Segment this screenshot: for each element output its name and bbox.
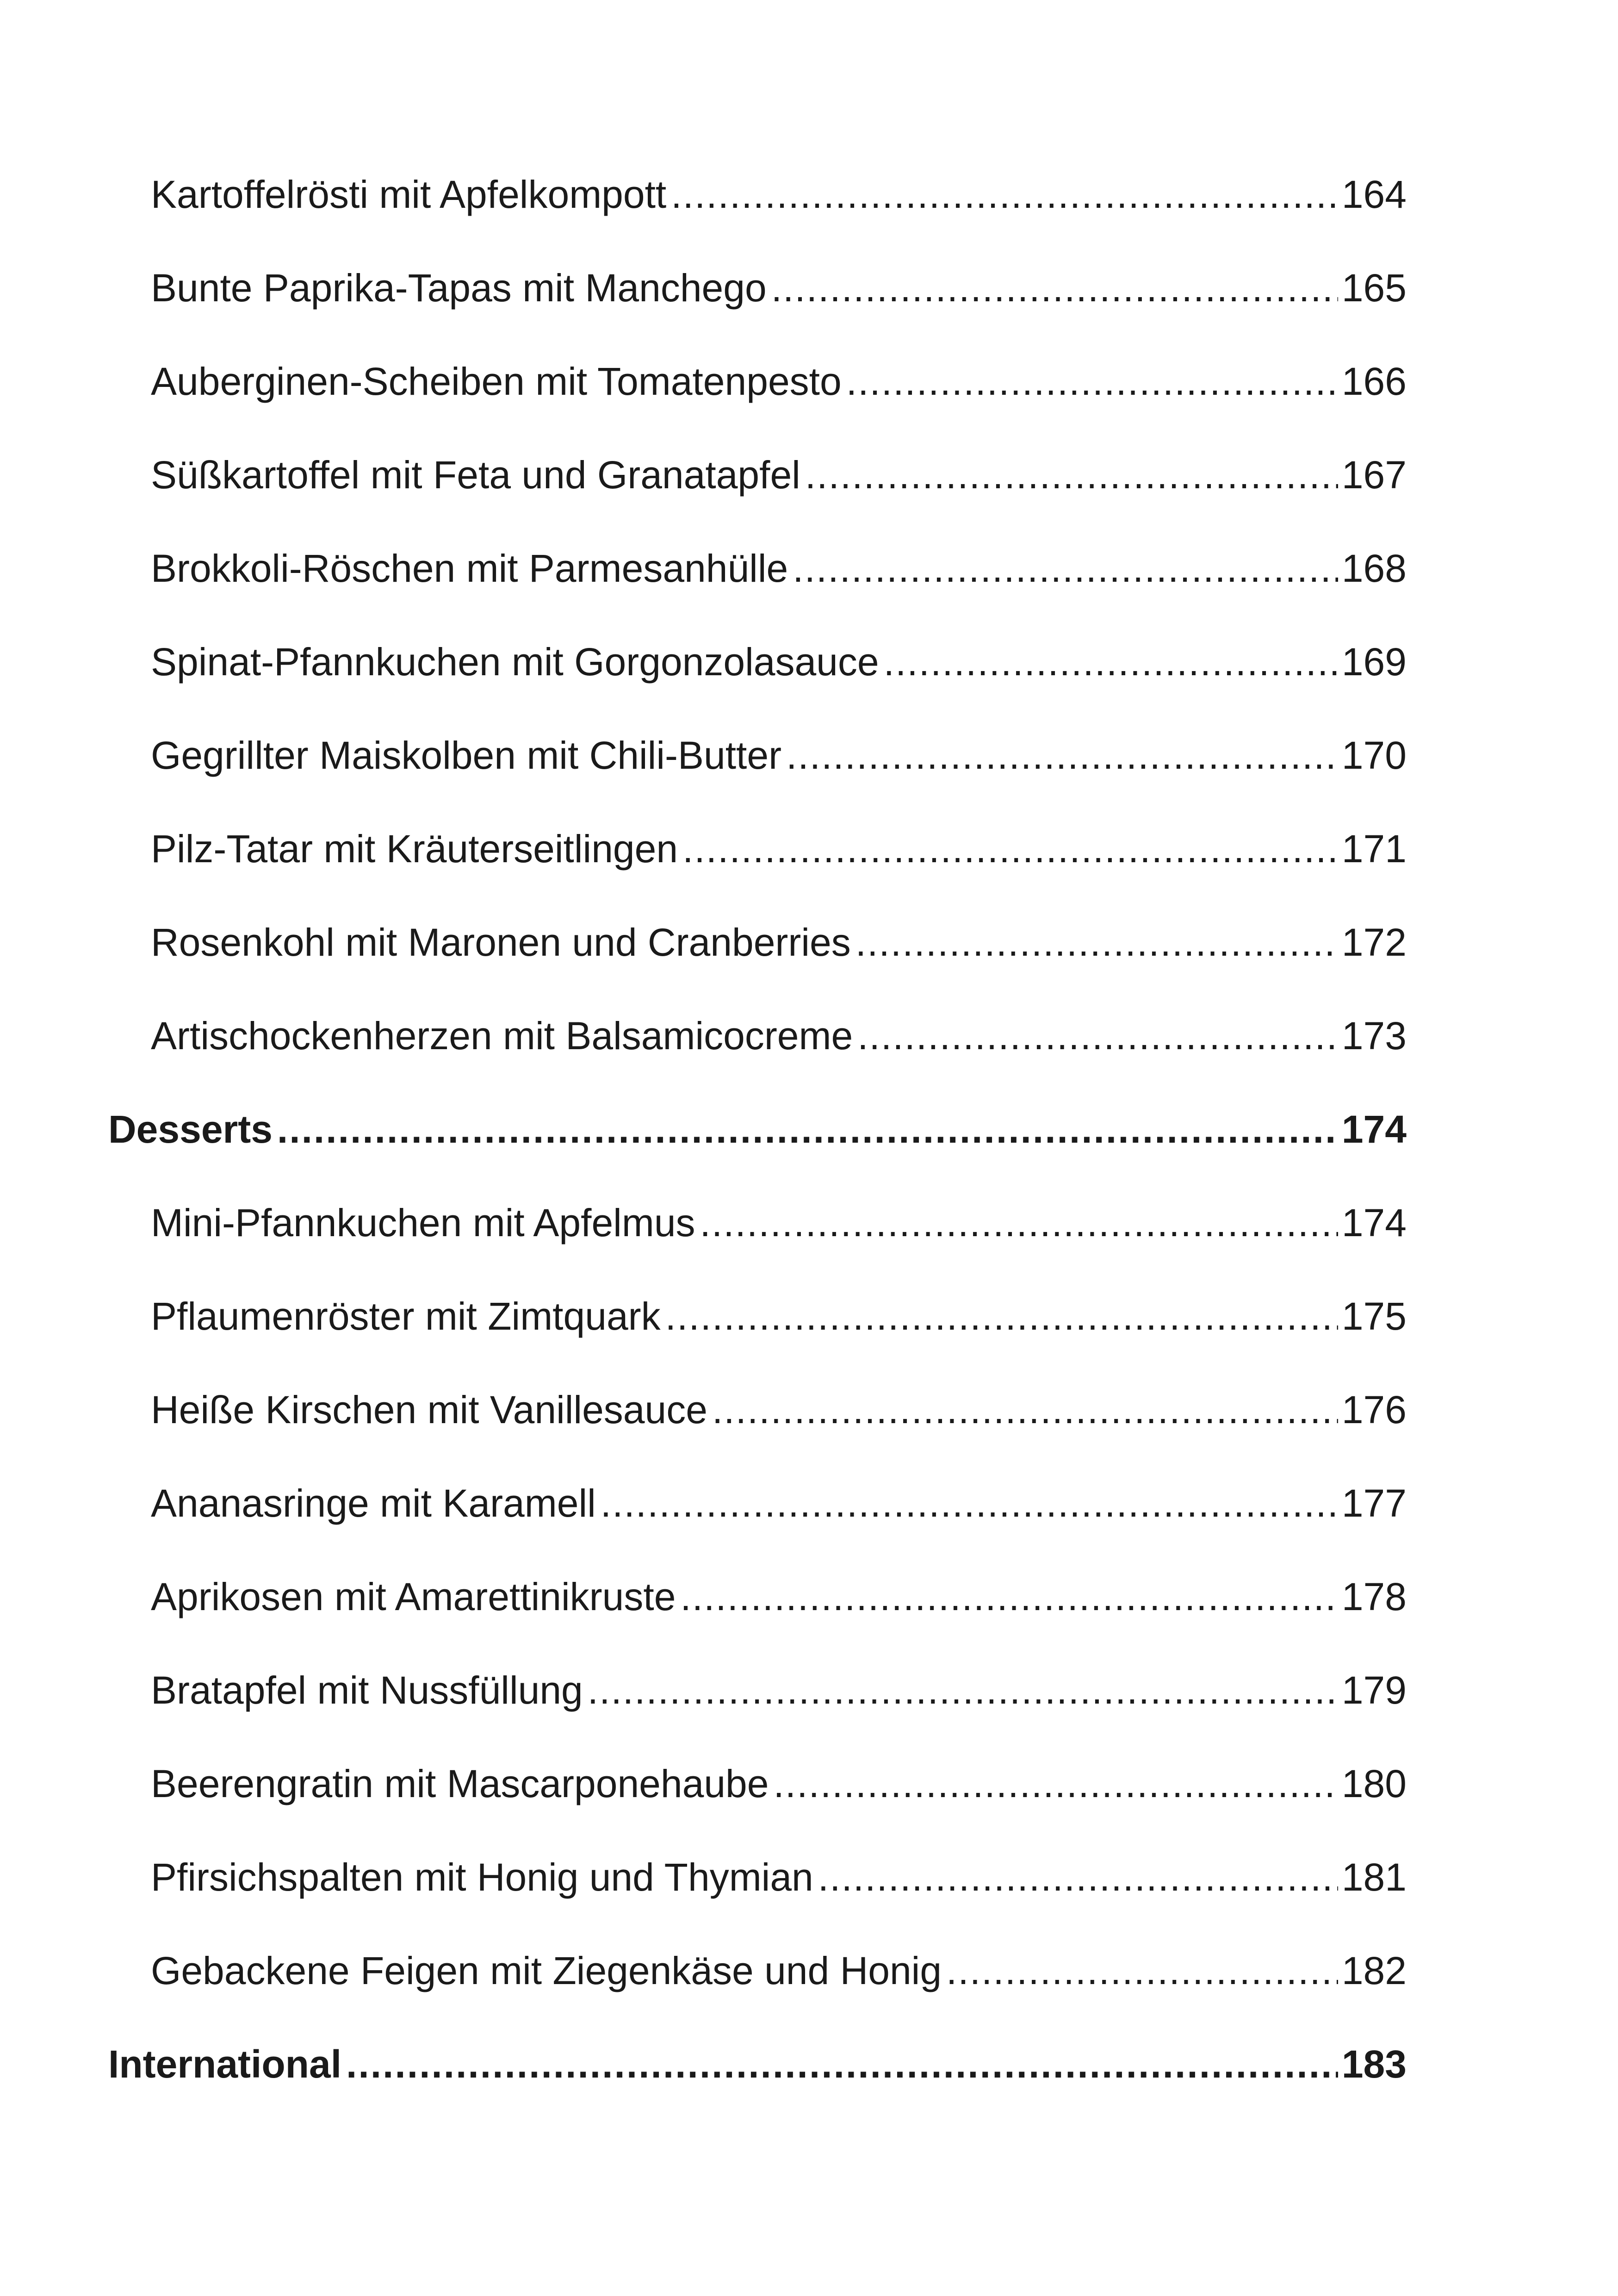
toc-entry-title: Beerengratin mit Mascarponehaube <box>151 1762 769 1805</box>
dot-leader <box>771 255 1338 320</box>
toc-page-number: 170 <box>1341 734 1407 777</box>
dot-leader <box>601 1471 1338 1536</box>
toc-entry-title: Ananasringe mit Karamell <box>151 1481 596 1525</box>
dot-leader <box>818 1845 1338 1910</box>
toc-section-title: Desserts <box>108 1108 273 1151</box>
dot-leader <box>712 1377 1338 1442</box>
toc-page-number: 164 <box>1341 173 1407 216</box>
toc-entry[interactable] <box>108 629 1407 694</box>
toc-entry-title: Artischockenherzen mit Balsamicocreme <box>151 1014 853 1058</box>
toc-entry[interactable] <box>108 1938 1407 2003</box>
toc-page-number: 175 <box>1341 1294 1407 1338</box>
dot-leader <box>682 816 1338 881</box>
toc-entry[interactable] <box>108 1003 1407 1068</box>
toc-entry-title: Bunte Paprika-Tapas mit Manchego <box>151 266 767 310</box>
toc-section-desserts[interactable] <box>108 1097 1407 1162</box>
toc-entry[interactable] <box>108 1377 1407 1442</box>
toc-entry[interactable] <box>108 442 1407 507</box>
dot-leader <box>773 1751 1338 1816</box>
toc-entry-title: Spinat-Pfannkuchen mit Gorgonzolasauce <box>151 640 879 684</box>
dot-leader <box>857 1003 1338 1068</box>
toc-entry-title: Pflaumenröster mit Zimtquark <box>151 1294 661 1338</box>
toc-entry[interactable] <box>108 162 1407 227</box>
toc-page-number: 171 <box>1341 827 1407 871</box>
toc-entry[interactable] <box>108 1564 1407 1629</box>
dot-leader <box>855 910 1338 975</box>
dot-leader <box>277 1097 1338 1162</box>
dot-leader <box>671 162 1338 227</box>
dot-leader <box>805 442 1338 507</box>
toc-entry-title: Auberginen-Scheiben mit Tomatenpesto <box>151 360 842 403</box>
toc-page-number: 172 <box>1341 921 1407 964</box>
toc-page-number: 165 <box>1341 266 1407 310</box>
dot-leader <box>588 1658 1338 1723</box>
toc-entry-title: Kartoffelrösti mit Apfelkompott <box>151 173 667 216</box>
toc-page-number: 169 <box>1341 640 1407 684</box>
dot-leader <box>786 723 1338 788</box>
toc-entry[interactable] <box>108 723 1407 788</box>
toc-entry[interactable] <box>108 910 1407 975</box>
toc-entry[interactable] <box>108 255 1407 320</box>
toc-entry[interactable] <box>108 1845 1407 1910</box>
toc-entry[interactable] <box>108 1284 1407 1349</box>
toc-page-number: 168 <box>1341 547 1407 590</box>
toc-entry-title: Pfirsichspalten mit Honig und Thymian <box>151 1855 813 1899</box>
toc-entry-title: Brokkoli-Röschen mit Parmesanhülle <box>151 547 788 590</box>
toc-entry-title: Rosenkohl mit Maronen und Cranberries <box>151 921 851 964</box>
toc-section-international[interactable] <box>108 2032 1407 2097</box>
dot-leader <box>665 1284 1338 1349</box>
toc-page-number: 183 <box>1341 2042 1407 2086</box>
dot-leader <box>946 1938 1338 2003</box>
toc-entry-title: Heiße Kirschen mit Vanillesauce <box>151 1388 707 1431</box>
toc-entry-title: Aprikosen mit Amarettinikruste <box>151 1575 676 1618</box>
toc-page-number: 167 <box>1341 453 1407 497</box>
toc-entry[interactable] <box>108 1658 1407 1723</box>
toc-page-number: 174 <box>1341 1108 1407 1151</box>
toc-entry-title: Gegrillter Maiskolben mit Chili-Butter <box>151 734 782 777</box>
toc-entry[interactable] <box>108 349 1407 414</box>
toc-entry-title: Bratapfel mit Nussfüllung <box>151 1668 583 1712</box>
toc-entry[interactable] <box>108 1751 1407 1816</box>
toc-page-number: 173 <box>1341 1014 1407 1058</box>
toc-page-number: 181 <box>1341 1855 1407 1899</box>
toc-entry-title: Mini-Pfannkuchen mit Apfelmus <box>151 1201 695 1244</box>
dot-leader <box>846 349 1338 414</box>
toc-page-number: 179 <box>1341 1668 1407 1712</box>
toc-page-number: 178 <box>1341 1575 1407 1618</box>
toc-page-number: 176 <box>1341 1388 1407 1431</box>
toc-entry[interactable] <box>108 816 1407 881</box>
dot-leader <box>700 1190 1338 1255</box>
toc-entry[interactable] <box>108 536 1407 601</box>
toc-entry-title: Süßkartoffel mit Feta und Granatapfel <box>151 453 800 497</box>
toc-entry-title: Gebackene Feigen mit Ziegenkäse und Honig <box>151 1949 942 1992</box>
toc-entry[interactable] <box>108 1471 1407 1536</box>
toc-page-number: 174 <box>1341 1201 1407 1244</box>
dot-leader <box>884 629 1338 694</box>
dot-leader <box>680 1564 1338 1629</box>
toc-page-number: 166 <box>1341 360 1407 403</box>
toc-entry[interactable] <box>108 1190 1407 1255</box>
toc-page-number: 177 <box>1341 1481 1407 1525</box>
toc-entry-title: Pilz-Tatar mit Kräuterseitlingen <box>151 827 678 871</box>
dot-leader <box>793 536 1338 601</box>
toc-page-number: 182 <box>1341 1949 1407 1992</box>
toc-page-number: 180 <box>1341 1762 1407 1805</box>
toc-section-title: International <box>108 2042 342 2086</box>
dot-leader <box>346 2032 1338 2097</box>
